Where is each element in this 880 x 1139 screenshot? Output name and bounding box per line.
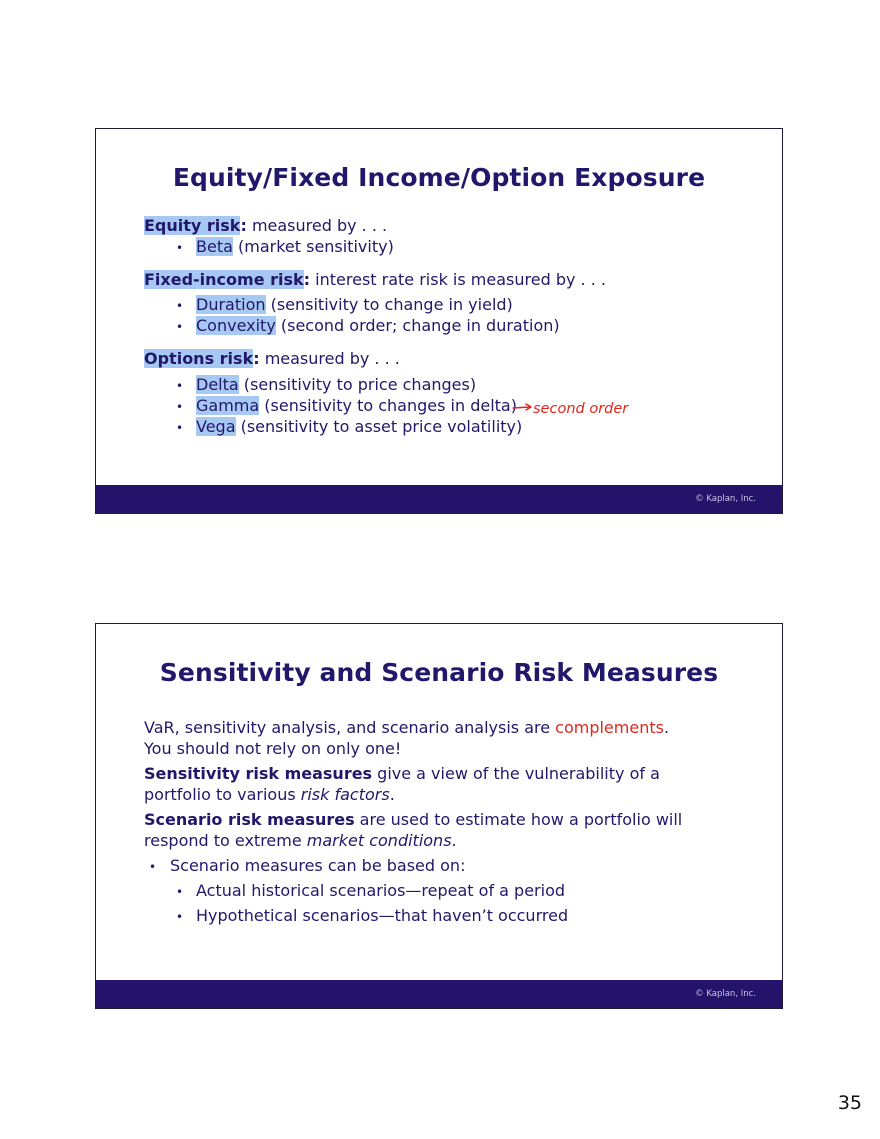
text: are used to estimate how a portfolio will bbox=[354, 810, 683, 829]
text: portfolio to various bbox=[144, 785, 301, 804]
term-description: (sensitivity to price changes) bbox=[238, 375, 477, 394]
term-description: (sensitivity to asset price volatility) bbox=[235, 417, 523, 436]
bullet-dot: • bbox=[176, 299, 184, 313]
bullet-dot: • bbox=[176, 885, 184, 899]
sub-list-item: Actual historical scenarios—repeat of a period bbox=[196, 881, 566, 900]
paragraph-line bbox=[144, 718, 669, 738]
term-gamma: Gamma bbox=[196, 396, 260, 415]
colon: : bbox=[240, 216, 247, 235]
italic-text: risk factors bbox=[300, 785, 390, 804]
term-vega: Vega bbox=[196, 417, 236, 436]
paragraph-line bbox=[144, 810, 682, 830]
slide-title: Sensitivity and Scenario Risk Measures bbox=[159, 658, 719, 687]
options-risk-label: Options risk bbox=[144, 349, 254, 368]
options-risk-text: measured by . . . bbox=[259, 349, 400, 368]
term-delta: Delta bbox=[196, 375, 239, 394]
text: respond to extreme bbox=[144, 831, 307, 850]
text: . bbox=[451, 831, 457, 850]
term-scenario-risk-measures: Scenario risk measures bbox=[144, 810, 355, 829]
term-description: (market sensitivity) bbox=[232, 237, 394, 256]
text: VaR, sensitivity analysis, and scenario analysis are bbox=[144, 718, 556, 737]
term-convexity: Convexity bbox=[196, 316, 276, 335]
slide-sensitivity-scenario-risk-measures bbox=[95, 623, 783, 1009]
bullet-dot: • bbox=[176, 421, 184, 435]
fixed-income-risk-text: interest rate risk is measured by . . . bbox=[310, 270, 606, 289]
annotation-second-order: second order bbox=[533, 401, 629, 417]
bullet-dot: • bbox=[176, 241, 184, 255]
bullet-dot: • bbox=[176, 400, 184, 414]
slide-equity-fixed-income-option-exposure bbox=[95, 128, 783, 514]
paragraph-line bbox=[144, 831, 457, 851]
bullet-dot: • bbox=[149, 860, 157, 874]
colon: : bbox=[253, 349, 260, 368]
text: . bbox=[389, 785, 395, 804]
equity-risk-text: measured by . . . bbox=[246, 216, 388, 235]
italic-text: market conditions bbox=[306, 831, 452, 850]
list-item: Scenario measures can be based on: bbox=[170, 856, 466, 875]
term-sensitivity-risk-measures: Sensitivity risk measures bbox=[144, 764, 373, 783]
slide-footer bbox=[96, 980, 782, 1008]
sub-list-item: Hypothetical scenarios—that haven’t occurred bbox=[196, 906, 569, 925]
copyright-text: © Kaplan, Inc. bbox=[695, 989, 756, 999]
text: . bbox=[663, 718, 670, 737]
bullet-dot: • bbox=[176, 910, 184, 924]
paragraph-line: You should not rely on only one! bbox=[144, 739, 402, 758]
text: give a view of the vulnerability of a bbox=[372, 764, 660, 783]
copyright-text: © Kaplan, Inc. bbox=[695, 494, 756, 504]
highlight-complements: complements bbox=[555, 718, 664, 737]
paragraph-line bbox=[144, 785, 395, 805]
fixed-income-risk-label: Fixed-income risk bbox=[144, 270, 304, 289]
bullet-dot: • bbox=[176, 379, 184, 393]
equity-risk-label: Equity risk bbox=[144, 216, 241, 235]
handwritten-arrow-annotation bbox=[96, 129, 784, 515]
bullet-dot: • bbox=[176, 320, 184, 334]
page-number: 35 bbox=[837, 1092, 862, 1114]
slide-title: Equity/Fixed Income/Option Exposure bbox=[172, 163, 706, 192]
term-description: (sensitivity to change in yield) bbox=[265, 295, 513, 314]
paragraph-line bbox=[144, 764, 660, 784]
colon: : bbox=[303, 270, 311, 289]
term-description: (second order; change in duration) bbox=[275, 316, 560, 335]
slide-footer bbox=[96, 485, 782, 513]
term-duration: Duration bbox=[196, 295, 266, 314]
term-description: (sensitivity to changes in delta) bbox=[259, 396, 517, 415]
term-beta: Beta bbox=[196, 237, 233, 256]
